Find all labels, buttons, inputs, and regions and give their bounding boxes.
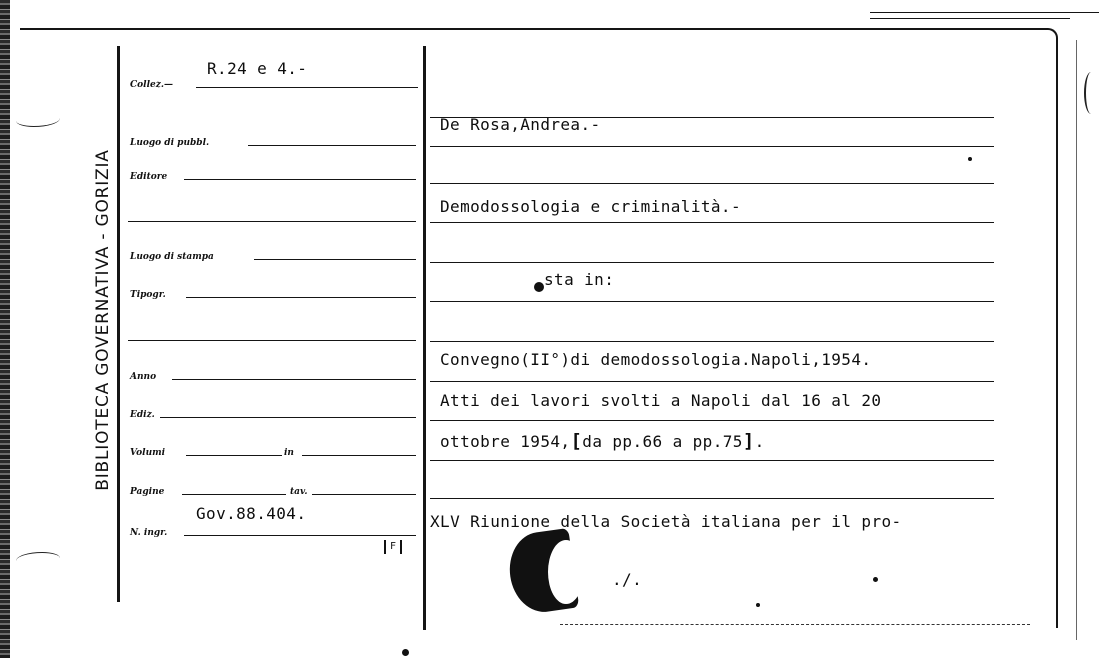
rule-9 (430, 420, 994, 421)
entry-source-3-pages: da pp.66 a pp.75 (582, 432, 743, 451)
card-edge (0, 0, 10, 658)
entry-source-3 (440, 430, 765, 452)
entry-author: De Rosa,Andrea.- (440, 115, 601, 134)
entry-source-4: XLV Riunione della Società italiana per il pro- (430, 512, 902, 531)
label-luogo-stampa: Luogo di stampa (130, 252, 214, 262)
line-tipografo-2 (128, 340, 416, 341)
line-luogo-pubblicazione (248, 145, 416, 146)
rule-7 (430, 341, 994, 342)
entry-continuation: ./. (612, 570, 643, 589)
line-volumi (186, 455, 282, 456)
label-luogo-pubblicazione: Luogo di pubbl. (130, 138, 210, 148)
rule-10 (430, 460, 994, 461)
line-pagine (182, 494, 286, 495)
line-numero-ingresso (184, 535, 416, 536)
line-in (302, 455, 416, 456)
label-numero-ingresso: N. ingr. (130, 528, 168, 538)
stamp-mark: F (384, 540, 402, 554)
label-collocazione: Collez.— (130, 80, 173, 90)
ink-dot (534, 282, 544, 292)
entry-source-1: Convegno(II°)di demodossologia.Napoli,1954. (440, 350, 872, 369)
rule-2 (430, 146, 994, 147)
rule-3 (430, 183, 994, 184)
entry-title: Demodossologia e criminalità.- (440, 197, 741, 216)
right-curl-mark (1084, 72, 1098, 114)
ink-dot (402, 649, 409, 656)
value-numero-ingresso: Gov.88.404. (196, 504, 307, 523)
value-collocazione: R.24 e 4.- (207, 59, 308, 78)
ink-dot (968, 157, 972, 161)
line-editore-2 (128, 221, 416, 222)
ink-dot (756, 603, 760, 607)
bracket-open: [ (570, 430, 583, 452)
label-editore: Editore (130, 172, 168, 182)
top-edge-line-inner (870, 18, 1070, 19)
line-editore (184, 179, 416, 180)
label-pagine: Pagine (130, 487, 165, 497)
rule-4 (430, 222, 994, 223)
rule-5 (430, 262, 994, 263)
entry-source-3-suffix: . (754, 432, 765, 451)
label-tavole: tav. (290, 487, 308, 497)
line-anno (172, 379, 416, 380)
entry-in-prefix: sta in: (544, 270, 615, 289)
punch-hole-highlight (548, 540, 584, 604)
column-divider (423, 46, 426, 630)
label-anno: Anno (130, 372, 157, 382)
top-edge-line (870, 12, 1099, 13)
line-tipografo (186, 297, 416, 298)
rule-6 (430, 301, 994, 302)
entry-source-3-prefix: ottobre 1954, (440, 432, 571, 451)
line-tavole (312, 494, 416, 495)
bottom-dashed-line (560, 624, 1030, 625)
entry-source-2: Atti dei lavori svolti a Napoli dal 16 al 20 (440, 391, 882, 410)
label-in: in (284, 448, 294, 458)
line-luogo-stampa (254, 259, 416, 260)
label-volumi: Volumi (130, 448, 166, 458)
rule-8 (430, 381, 994, 382)
card-back-edge (1076, 40, 1077, 640)
rule-11 (430, 498, 994, 499)
label-tipografo: Tipogr. (130, 290, 166, 300)
ink-dot (873, 577, 878, 582)
label-edizione: Ediz. (130, 410, 155, 420)
bracket-close: ] (742, 430, 755, 452)
curl-mark (16, 552, 60, 567)
line-edizione (160, 417, 416, 418)
library-name: BIBLIOTECA GOVERNATIVA - GORIZIA (93, 149, 113, 491)
line-collocazione (196, 87, 418, 88)
left-column-rule (117, 46, 120, 602)
